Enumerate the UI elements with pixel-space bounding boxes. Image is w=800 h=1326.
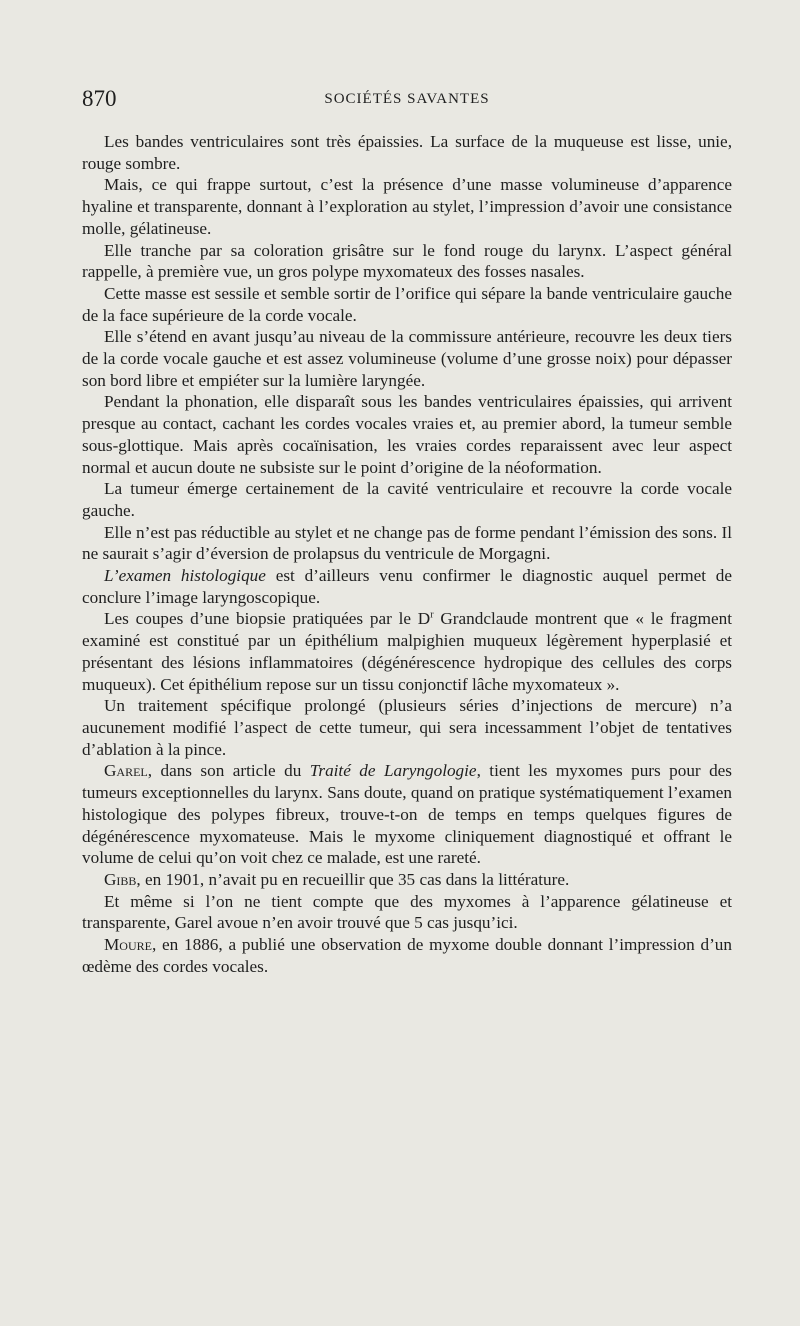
body-text — [82, 131, 732, 977]
book-title: Traité de Laryngologie — [309, 761, 477, 781]
text-run: est d’ailleurs venu confirmer le diagnostic auquel permet de conclure l’image laryngoscopique. — [82, 566, 732, 607]
paragraph: Elle s’étend en avant jusqu’au niveau de la commissure antérieure, recouvre les deux tiers de la corde vocale gauche et est assez volumineuse (volume d’une grosse noix) pour dépasser son bord libre et empiéter sur la lumière laryngée. — [82, 327, 732, 390]
text-run: Les coupes d’une biopsie pratiquées par le D — [104, 609, 431, 629]
paragraph: Pendant la phonation, elle disparaît sous les bandes ventriculaires épaissies, qui arrivent presque au contact, cachant les cordes vocales vraies et, au premier abord, la tumeur semble sous-glottique. Mais après cocaïnisation, les vraies cordes reparaissent avec leur aspect normal et aucun doute ne subsiste sur le point d’origine de la néoformation. — [82, 392, 732, 477]
paragraph — [82, 565, 732, 608]
text-run: , en 1901, n’avait pu en recueillir que 35 cas dans la littérature. — [136, 869, 570, 889]
paragraph — [82, 934, 732, 977]
author-name: Garel — [104, 761, 148, 781]
running-head: SOCIÉTÉS SAVANTES — [324, 91, 490, 107]
page-header — [82, 86, 732, 116]
text-run: , en 1886, a publié une observation de myxome double donnant l’impression d’un œdème des cordes vocales. — [82, 935, 732, 976]
text-run: , tient les myxomes purs pour des tumeurs exceptionnelles du larynx. Sans doute, quand on pratique systématiquement l’examen histologique des polypes fibreux, trouve-t-on de temps en temps quelques figures de dégénérescence myxomateuse. Mais le myxome cliniquement diagnostiqué et offrant le volume de celui qu’on voit chez ce malade, est une rareté. — [82, 761, 732, 868]
paragraph: Cette masse est sessile et semble sortir de l’orifice qui sépare la bande ventriculaire gauche de la face supérieure de la corde vocale. — [82, 283, 732, 325]
paragraph — [82, 869, 732, 891]
paragraph: Mais, ce qui frappe surtout, c’est la présence d’une masse volumineuse d’apparence hyaline et transparente, donnant à l’exploration au stylet, l’impression d’avoir une consistance molle, gélatineuse. — [82, 175, 732, 238]
paragraph — [82, 608, 732, 695]
paragraph: La tumeur émerge certainement de la cavité ventriculaire et recouvre la corde vocale gauche. — [82, 479, 732, 520]
superscript: r — [430, 609, 434, 621]
author-name: Gibb — [104, 869, 137, 889]
paragraph: Elle tranche par sa coloration grisâtre sur le fond rouge du larynx. L’aspect général rappelle, à première vue, un gros polype myxomateux des fosses nasales. — [82, 240, 732, 282]
italic-phrase: L’examen histologique — [104, 566, 266, 586]
page-number: 870 — [82, 86, 117, 111]
paragraph: Et même si l’on ne tient compte que des myxomes à l’apparence gélatineuse et transparente, Garel avoue n’en avoir trouvé que 5 cas jusqu’ici. — [82, 891, 732, 933]
paragraph: Un traitement spécifique prolongé (plusieurs séries d’injections de mercure) n’a aucunement modifié l’aspect de cette tumeur, qui sera incessamment l’objet de tentatives d’ablation à la pince. — [82, 696, 732, 759]
paragraph: Les bandes ventriculaires sont très épaissies. La surface de la muqueuse est lisse, unie, rouge sombre. — [82, 132, 732, 173]
paragraph: Elle n’est pas réductible au stylet et ne change pas de forme pendant l’émission des sons. Il ne saurait s’agir d’éversion de prolapsus du ventricule de Morgagni. — [82, 522, 732, 564]
author-name: Moure — [104, 935, 152, 955]
paragraph — [82, 760, 732, 869]
text-run: , dans son article du — [147, 761, 310, 781]
text-run: Grandclaude montrent que « le fragment examiné est constitué par un épithélium malpighien muqueux légèrement hyperplasié et présentant des lésions inflammatoires (dégénérescence hydropique des cellules des corps muqueux). Cet épithélium repose sur un tissu conjonctif lâche myxomateux ». — [82, 609, 732, 694]
